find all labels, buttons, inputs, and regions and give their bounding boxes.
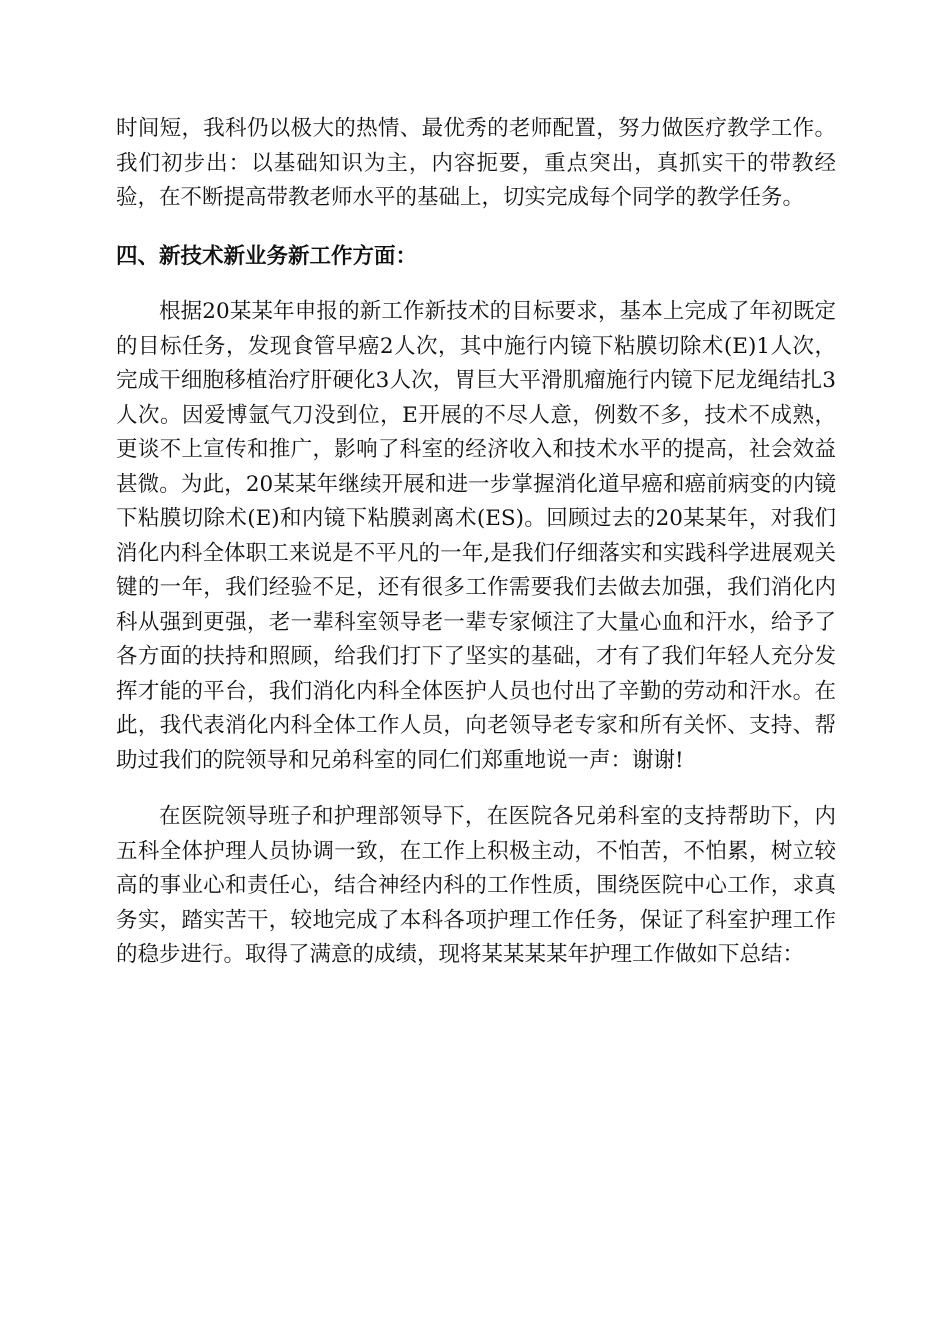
document-body [116,112,836,973]
paragraph-teaching: 时间短，我科仍以极大的热情、最优秀的老师配置，努力做医疗教学工作。我们初步出：以基础知识为主，内容扼要，重点突出，真抓实干的带教经验，在不断提高带教老师水平的基础上，切实完成每个同学的教学任务。 [116,116,836,210]
paragraph-nursing-summary: 在医院领导班子和护理部领导下，在医院各兄弟科室的支持帮助下，内五科全体护理人员协调一致，在工作上积极主动，不怕苦，不怕累，树立较高的事业心和责任心，结合神经内科的工作性质，围绕医院中心工作，求真务实，踏实苦干，较地完成了本科各项护理工作任务，保证了科室护理工作的稳步进行。取得了满意的成绩，现将某某某某年护理工作做如下总结： [116,804,836,967]
paragraph-new-technology: 根据20某某年申报的新工作新技术的目标要求，基本上完成了年初既定的目标任务，发现食管早癌2人次，其中施行内镜下粘膜切除术(E)1人次，完成干细胞移植治疗肝硬化3人次，胃巨大平滑肌瘤施行内镜下尼龙绳结扎3人次。因爱博氩气刀没到位，E开展的不尽人意，例数不多，技术不成熟，更谈不上宣传和推广，影响了科室的经济收入和技术水平的提高，社会效益甚微。为此，20某某年继续开展和进一步掌握消化道早癌和癌前病变的内镜下粘膜切除术(E)和内镜下粘膜剥离术(ES)。回顾过去的20某某年，对我们消化内科全体职工来说是不平凡的一年,是我们仔细落实和实践科学进展观关键的一年，我们经验不足，还有很多工作需要我们去做去加强，我们消化内科从强到更强，老一辈科室领导老一辈专家倾注了大量心血和汗水，给予了各方面的扶持和照顾，给我们打下了坚实的基础，才有了我们年轻人充分发挥才能的平台，我们消化内科全体医护人员也付出了辛勤的劳动和汗水。在此，我代表消化内科全体工作人员，向老领导老专家和所有关怀、支持、帮助过我们的院领导和兄弟科室的同仁们郑重地说一声：谢谢! [116,299,836,773]
section-heading-new-technology: 四、新技术新业务新工作方面： [116,243,418,269]
